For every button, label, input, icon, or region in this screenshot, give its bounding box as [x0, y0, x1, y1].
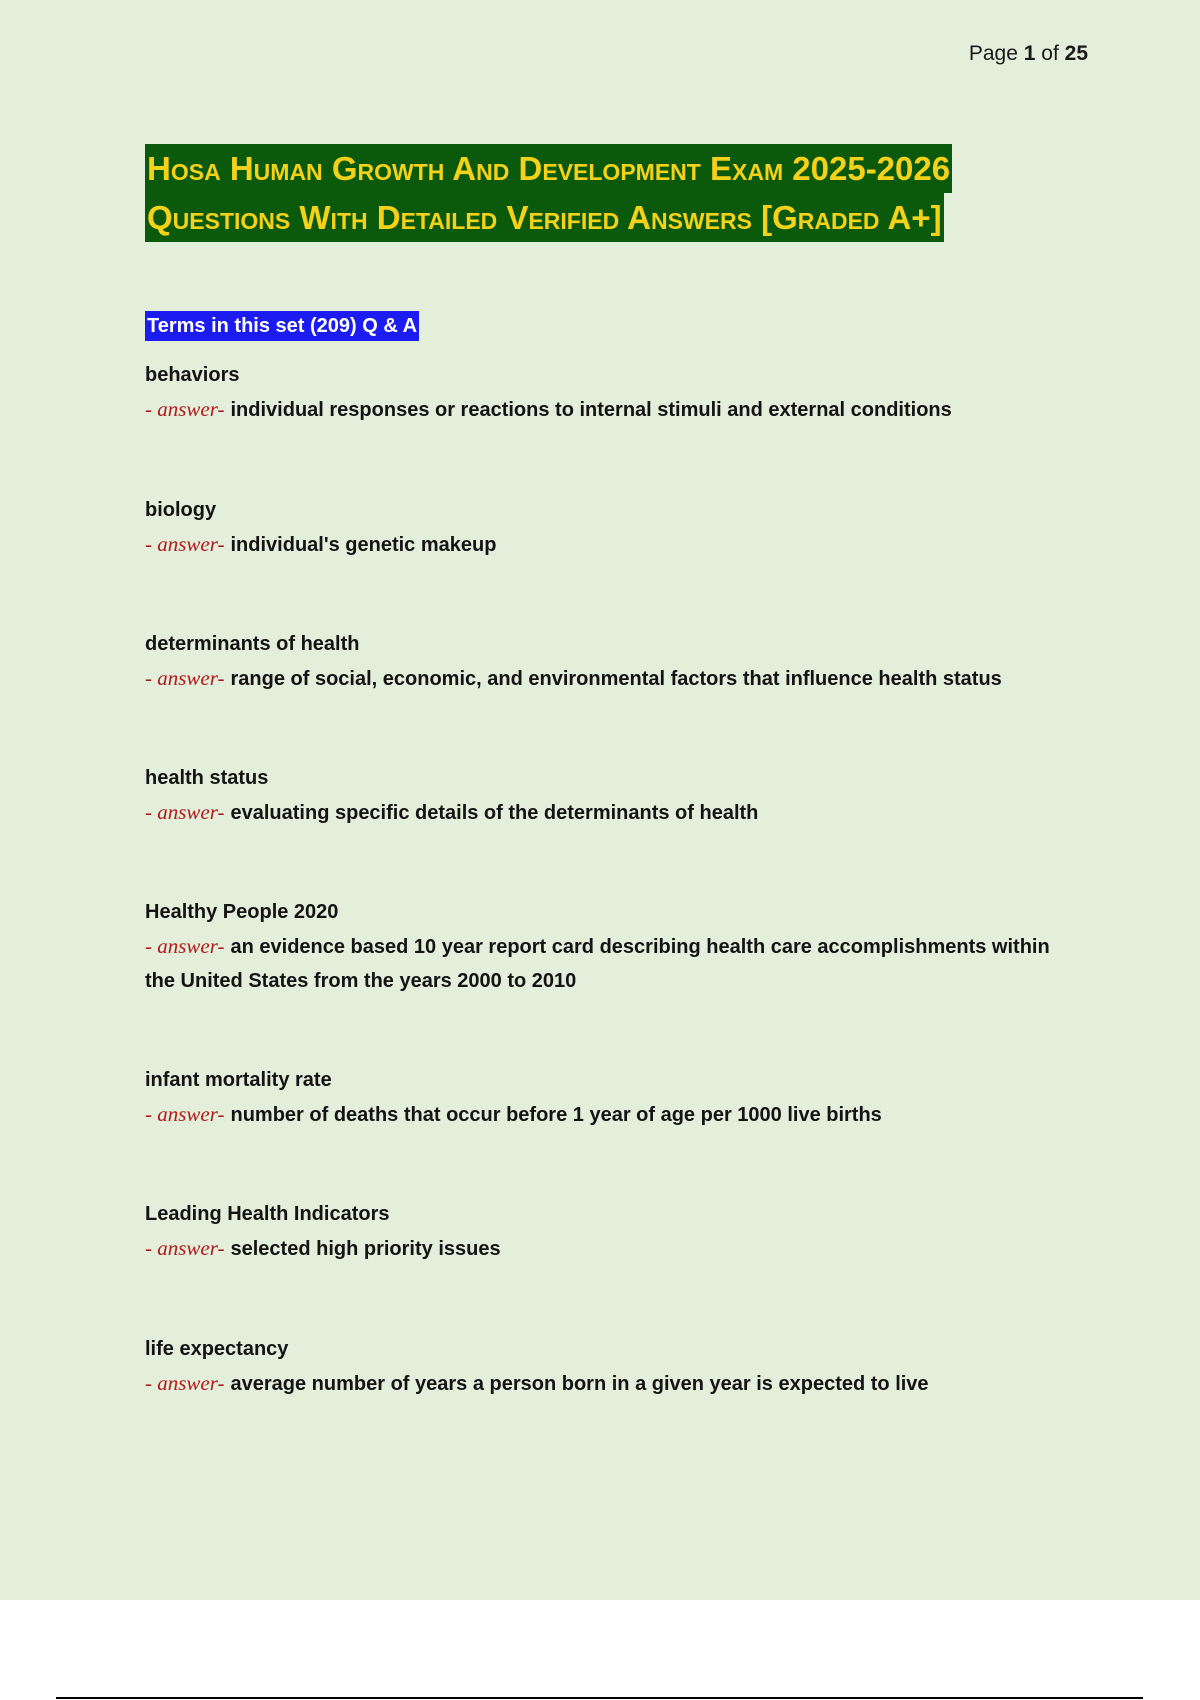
answer-text: number of deaths that occur before 1 year of age per 1000 live births [230, 1104, 882, 1126]
qa-item [145, 358, 1075, 493]
answer-tag: - answer- [145, 397, 225, 421]
page-separator: of [1035, 42, 1065, 65]
qa-list [145, 358, 1075, 1401]
answer-tag: - answer- [145, 1371, 225, 1395]
answer-tag: - answer- [145, 800, 225, 824]
qa-answer [145, 1097, 1075, 1132]
answer-text: individual responses or reactions to internal stimuli and external conditions [230, 399, 952, 421]
answer-text: range of social, economic, and environmental factors that influence health status [230, 668, 1002, 690]
answer-text: selected high priority issues [230, 1238, 501, 1260]
answer-tag: - answer- [145, 1102, 225, 1126]
qa-term: health status [145, 767, 269, 789]
qa-item [145, 895, 1075, 1063]
title-line-2: Questions With Detailed Verified Answers [Graded A+] [145, 193, 944, 242]
qa-answer [145, 1231, 1075, 1266]
answer-tag: - answer- [145, 666, 225, 690]
document-title [145, 144, 1085, 242]
qa-answer [145, 795, 1075, 830]
qa-item [145, 1063, 1075, 1197]
qa-item [145, 1197, 1075, 1332]
qa-item [145, 493, 1075, 627]
bottom-divider [56, 1697, 1143, 1699]
qa-term: biology [145, 499, 217, 521]
terms-count-banner: Terms in this set (209) Q & A [145, 311, 419, 341]
qa-term: Leading Health Indicators [145, 1203, 390, 1225]
answer-text: average number of years a person born in a given year is expected to live [230, 1373, 929, 1395]
answer-text: evaluating specific details of the determinants of health [230, 802, 759, 824]
page-number [969, 42, 1088, 66]
qa-term: Healthy People 2020 [145, 901, 339, 923]
page-total: 25 [1064, 42, 1088, 65]
answer-tag: - answer- [145, 532, 225, 556]
page-current: 1 [1023, 42, 1036, 65]
qa-item [145, 1332, 1075, 1401]
qa-answer [145, 661, 1075, 696]
answer-text: individual's genetic makeup [230, 534, 497, 556]
qa-term: life expectancy [145, 1338, 289, 1360]
qa-item [145, 761, 1075, 895]
qa-answer [145, 1366, 1075, 1401]
qa-item [145, 627, 1075, 761]
page-label: Page [968, 42, 1024, 65]
qa-answer [145, 392, 1075, 427]
answer-tag: - answer- [145, 1236, 225, 1260]
qa-term: behaviors [145, 364, 240, 386]
answer-text: an evidence based 10 year report card describing health care accomplishments within the United States from the years 2000 to 2010 [145, 936, 1050, 992]
title-line-1: Hosa Human Growth And Development Exam 2025-2026 [145, 144, 952, 193]
qa-term: determinants of health [145, 633, 360, 655]
qa-term: infant mortality rate [145, 1069, 332, 1091]
answer-tag: - answer- [145, 934, 225, 958]
qa-answer [145, 929, 1075, 998]
qa-answer [145, 527, 1075, 562]
